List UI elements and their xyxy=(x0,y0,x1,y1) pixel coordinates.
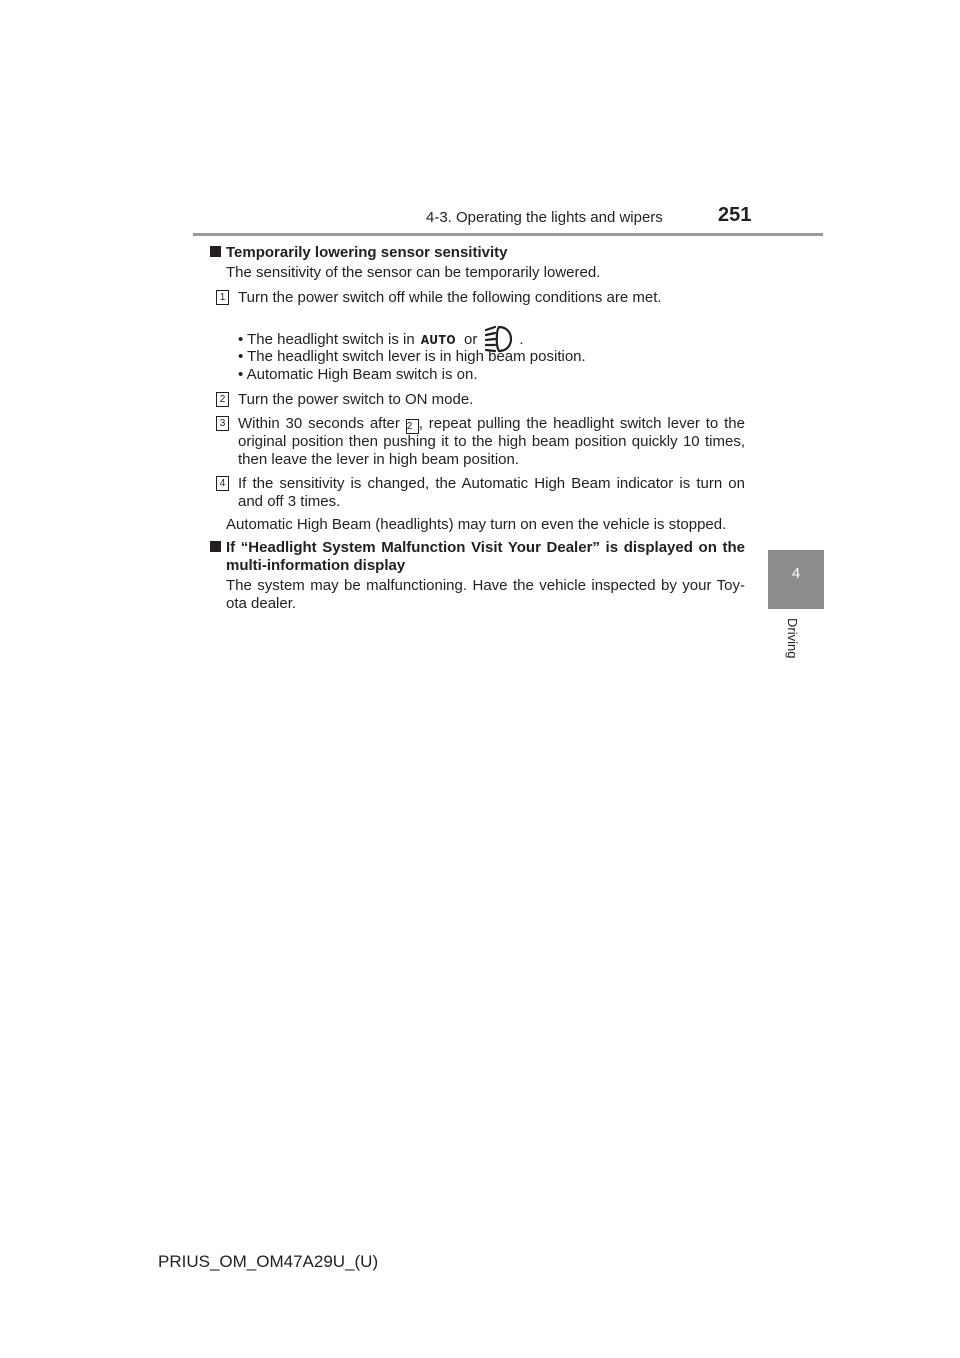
section-heading: Temporarily lowering sensor sensitivity xyxy=(210,244,507,261)
section-2-text-line-1: The system may be malfunctioning. Have the vehicle inspected by your Toy- xyxy=(226,577,745,594)
intro-text: The sensitivity of the sensor can be temporarily lowered. xyxy=(226,264,601,281)
chapter-label: Driving xyxy=(785,618,800,659)
step-2-reference-badge: 2 xyxy=(406,419,419,434)
step-3-line-1: Within 30 seconds after 2 , repeat pulling the headlight switch lever to the xyxy=(238,415,745,432)
step-4-line-2: and off 3 times. xyxy=(238,493,341,510)
chapter-tab xyxy=(768,550,824,609)
page-number: 251 xyxy=(718,204,752,226)
step-1-badge: 1 xyxy=(216,290,229,305)
step-3-line-2: original position then pushing it to the high beam position quickly 10 times, xyxy=(238,433,745,450)
bullet-lever-position: • The headlight switch lever is in high beam position. xyxy=(238,348,586,365)
step-2-text: Turn the power switch to ON mode. xyxy=(238,391,474,408)
chapter-number: 4 xyxy=(791,565,801,582)
step-3-line-3: then leave the lever in high beam position. xyxy=(238,451,520,468)
section-2-heading-line-1: If “Headlight System Malfunction Visit Your Dealer” is displayed on the xyxy=(210,539,745,556)
bullet-headlight-switch: • The headlight switch is in AUTO or . xyxy=(238,325,524,357)
step-4-line-1: If the sensitivity is changed, the Automatic High Beam indicator is turn on xyxy=(238,475,745,492)
step-4-badge: 4 xyxy=(216,476,229,491)
square-bullet-icon xyxy=(210,246,221,257)
square-bullet-icon xyxy=(210,541,221,552)
step-2-badge: 2 xyxy=(216,392,229,407)
section-2-text-line-2: ota dealer. xyxy=(226,595,297,612)
section-2-heading-line-2: multi-information display xyxy=(226,557,406,574)
step-3-badge: 3 xyxy=(216,416,229,431)
bullet-ahb-switch: • Automatic High Beam switch is on. xyxy=(238,366,478,383)
header-divider xyxy=(193,233,823,236)
note-text: Automatic High Beam (headlights) may turn on even the vehicle is stopped. xyxy=(226,516,727,533)
chapter-label-wrap xyxy=(784,618,806,668)
section-title: 4-3. Operating the lights and wipers xyxy=(426,209,663,226)
step-1-text: Turn the power switch off while the following conditions are met. xyxy=(238,289,662,306)
auto-symbol: AUTO xyxy=(420,333,457,347)
document-code: PRIUS_OM_OM47A29U_(U) xyxy=(158,1252,379,1271)
